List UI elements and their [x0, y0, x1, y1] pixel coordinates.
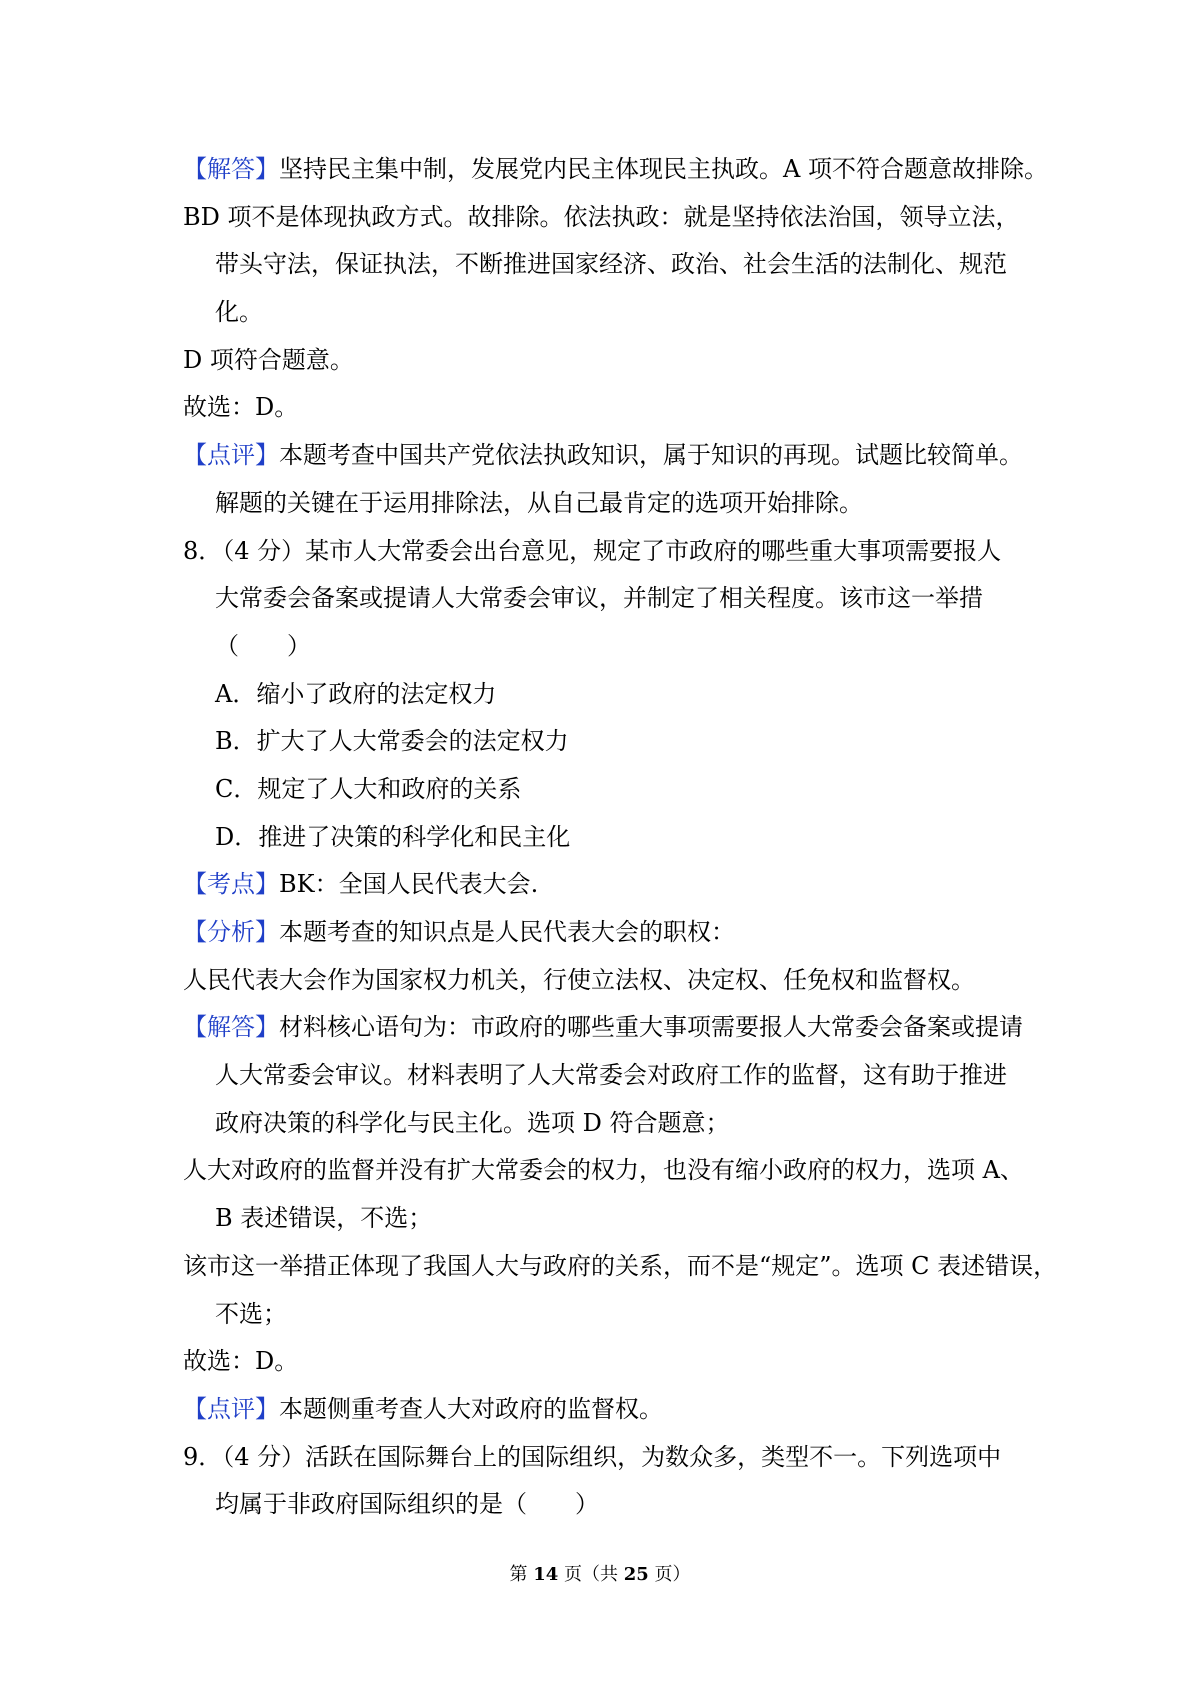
q7-final-answer: 故选：D。 [183, 393, 299, 422]
q8-comment: 【点评】本题侧重考查人大对政府的监督权。 [183, 1394, 663, 1423]
q7-answer-line-4: 化。 [215, 298, 263, 327]
comment-tag: 【点评】 [183, 1394, 279, 1423]
q8-answer-line-4: 人大对政府的监督并没有扩大常委会的权力，也没有缩小政府的权力，选项 A、 [183, 1156, 1024, 1185]
q8-answer-line-1: 【解答】材料核心语句为：市政府的哪些重大事项需要报人大常委会备案或提请 [183, 1013, 1023, 1042]
q8-kaodian: 【考点】BK：全国人民代表大会. [183, 870, 539, 899]
q8-option-b: B．扩大了人大常委会的法定权力 [215, 727, 569, 756]
q9-stem-line-2: 均属于非政府国际组织的是（ ） [215, 1490, 599, 1519]
current-page-number: 14 [533, 1564, 559, 1585]
q8-answer-line-3: 政府决策的科学化与民主化。选项 D 符合题意； [215, 1108, 730, 1137]
kaodian-tag: 【考点】 [183, 870, 279, 899]
q8-option-d: D．推进了决策的科学化和民主化 [215, 822, 571, 851]
q8-answer-line-2: 人大常委会审议。材料表明了人大常委会对政府工作的监督，这有助于推进 [215, 1061, 1007, 1090]
total-page-number: 25 [623, 1564, 649, 1585]
answer-tag: 【解答】 [183, 1013, 279, 1042]
q7-comment-line-2: 解题的关键在于运用排除法，从自己最肯定的选项开始排除。 [215, 488, 863, 517]
q9-stem-line-1: 9．（4 分）活跃在国际舞台上的国际组织，为数众多，类型不一。下列选项中 [183, 1442, 1002, 1471]
q8-option-c: C．规定了人大和政府的关系 [215, 774, 522, 803]
q8-answer-line-7: 不选； [215, 1299, 287, 1328]
q8-stem-line-2: 大常委会备案或提请人大常委会审议，并制定了相关程度。该市这一举措 [215, 584, 983, 613]
q7-answer-line-1: 【解答】坚持民主集中制，发展党内民主体现民主执政。A 项不符合题意故排除。 [183, 155, 1048, 183]
page-footer: 第 14 页（共 25 页） [509, 1564, 691, 1585]
q8-stem-line-3: （ ） [215, 631, 311, 660]
answer-tag: 【解答】 [183, 155, 279, 183]
q8-answer-line-6: 该市这一举措正体现了我国人大与政府的关系，而不是“规定”。选项 C 表述错误， [183, 1251, 1058, 1280]
q8-answer-line-5: B 表述错误，不选； [215, 1204, 433, 1233]
q7-answer-line-3: 带头守法，保证执法，不断推进国家经济、政治、社会生活的法制化、规范 [215, 250, 1007, 279]
q8-analysis-line-2: 人民代表大会作为国家权力机关，行使立法权、决定权、任免权和监督权。 [183, 965, 975, 994]
q8-stem-line-1: 8．（4 分）某市人大常委会出台意见，规定了市政府的哪些重大事项需要报人 [183, 536, 1002, 565]
q8-final-answer: 故选：D。 [183, 1347, 299, 1376]
comment-tag: 【点评】 [183, 441, 279, 470]
q7-answer-line-5: D 项符合题意。 [183, 345, 354, 374]
q8-option-a: A．缩小了政府的法定权力 [215, 679, 497, 708]
analysis-tag: 【分析】 [183, 918, 279, 946]
q7-comment-line-1: 【点评】本题考查中国共产党依法执政知识，属于知识的再现。试题比较简单。 [183, 441, 1023, 470]
q8-analysis-line-1: 【分析】本题考查的知识点是人民代表大会的职权： [183, 918, 735, 946]
q7-answer-line-2: BD 项不是体现执政方式。故排除。依法执政：就是坚持依法治国，领导立法， [183, 202, 1020, 231]
document-body [183, 146, 1058, 1529]
